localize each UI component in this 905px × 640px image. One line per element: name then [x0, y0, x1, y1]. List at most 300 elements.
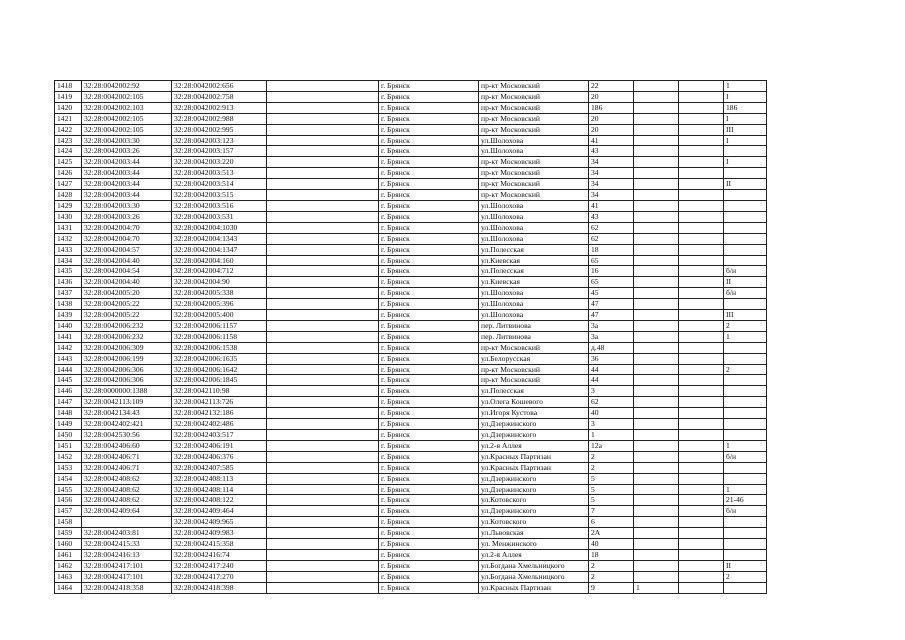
cadastral-number-cell: 32:28:0042005:22 [82, 299, 172, 310]
blank-cell-cell [267, 473, 379, 484]
cadastral-number-cell: 32:28:0042002:92 [82, 81, 172, 92]
extra-cell-cell [634, 408, 679, 419]
city-cell: г. Брянск [379, 484, 479, 495]
extra-cell-cell [634, 528, 679, 539]
blank-cell-2-cell [679, 430, 724, 441]
table-row [55, 364, 767, 375]
table-row [55, 157, 767, 168]
street-cell: ул.Шолохова [479, 233, 589, 244]
row-number-cell: 1435 [55, 266, 82, 277]
table-row [55, 419, 767, 430]
apartment-number-cell: I [724, 113, 767, 124]
apartment-number-cell [724, 211, 767, 222]
table-row [55, 200, 767, 211]
object-cadastral-number-cell: 32:28:0042417:270 [172, 571, 267, 582]
house-number-cell: 3а [589, 331, 634, 342]
street-cell: ул.2-я Аллея [479, 549, 589, 560]
blank-cell-2-cell [679, 168, 724, 179]
object-cadastral-number-cell: 32:28:0042409:983 [172, 528, 267, 539]
city-cell: г. Брянск [379, 408, 479, 419]
object-cadastral-number-cell: 32:28:0042003:531 [172, 211, 267, 222]
object-cadastral-number-cell: 32:28:0042408:113 [172, 473, 267, 484]
city-cell: г. Брянск [379, 102, 479, 113]
blank-cell-2-cell [679, 91, 724, 102]
row-number-cell: 1421 [55, 113, 82, 124]
cadastral-number-cell: 32:28:0042006:306 [82, 364, 172, 375]
apartment-number-cell: 1 [724, 484, 767, 495]
cadastral-number-cell: 32:28:0042003:44 [82, 168, 172, 179]
blank-cell-2-cell [679, 495, 724, 506]
city-cell: г. Брянск [379, 124, 479, 135]
house-number-cell: 2 [589, 451, 634, 462]
cadastral-number-cell: 32:28:0042005:22 [82, 310, 172, 321]
blank-cell-cell [267, 364, 379, 375]
row-number-cell: 1441 [55, 331, 82, 342]
object-cadastral-number-cell: 32:28:0042409:464 [172, 506, 267, 517]
extra-cell-cell [634, 146, 679, 157]
house-number-cell: 62 [589, 397, 634, 408]
blank-cell-cell [267, 233, 379, 244]
cadastral-number-cell: 32:28:0042417:101 [82, 560, 172, 571]
extra-cell-cell [634, 310, 679, 321]
extra-cell-cell [634, 233, 679, 244]
row-number-cell: 1424 [55, 146, 82, 157]
house-number-cell: 18 [589, 549, 634, 560]
blank-cell-cell [267, 81, 379, 92]
extra-cell-cell [634, 386, 679, 397]
cadastral-number-cell: 32:28:0000000:1388 [82, 386, 172, 397]
blank-cell-2-cell [679, 484, 724, 495]
table-row [55, 222, 767, 233]
blank-cell-2-cell [679, 528, 724, 539]
object-cadastral-number-cell: 32:28:0042003:515 [172, 190, 267, 201]
blank-cell-cell [267, 462, 379, 473]
object-cadastral-number-cell: 32:28:0042006:1157 [172, 320, 267, 331]
object-cadastral-number-cell: 32:28:0042417:240 [172, 560, 267, 571]
cadastral-number-cell: 32:28:0042006:309 [82, 342, 172, 353]
row-number-cell: 1425 [55, 157, 82, 168]
object-cadastral-number-cell: 32:28:0042003:513 [172, 168, 267, 179]
apartment-number-cell [724, 299, 767, 310]
table-row [55, 255, 767, 266]
blank-cell-2-cell [679, 81, 724, 92]
cadastral-number-cell: 32:28:0042408:62 [82, 484, 172, 495]
cadastral-number-cell: 32:28:0042002:105 [82, 124, 172, 135]
apartment-number-cell [724, 375, 767, 386]
blank-cell-cell [267, 342, 379, 353]
street-cell: пр-кт Московский [479, 168, 589, 179]
apartment-number-cell: 1 [724, 440, 767, 451]
apartment-number-cell: III [724, 310, 767, 321]
city-cell: г. Брянск [379, 430, 479, 441]
cadastral-number-cell: 32:28:0042006:232 [82, 320, 172, 331]
table-row [55, 190, 767, 201]
street-cell: пр-кт Московский [479, 364, 589, 375]
street-cell: ул.Дзержинского [479, 430, 589, 441]
extra-cell-cell [634, 430, 679, 441]
apartment-number-cell: 1 [724, 81, 767, 92]
city-cell: г. Брянск [379, 222, 479, 233]
apartment-number-cell: I [724, 135, 767, 146]
house-number-cell: 65 [589, 255, 634, 266]
object-cadastral-number-cell: 32:28:0042418:398 [172, 582, 267, 593]
cadastral-number-cell: 32:28:0042402:421 [82, 419, 172, 430]
street-cell: пр-кт Московский [479, 342, 589, 353]
cadastral-number-cell: 32:28:0042003:44 [82, 179, 172, 190]
extra-cell-cell [634, 179, 679, 190]
row-number-cell: 1461 [55, 549, 82, 560]
street-cell: ул.Красных Партизан [479, 462, 589, 473]
extra-cell-cell [634, 539, 679, 550]
blank-cell-2-cell [679, 124, 724, 135]
table-row [55, 462, 767, 473]
row-number-cell: 1438 [55, 299, 82, 310]
city-cell: г. Брянск [379, 517, 479, 528]
blank-cell-cell [267, 353, 379, 364]
table-row [55, 91, 767, 102]
extra-cell-cell [634, 397, 679, 408]
object-cadastral-number-cell: 32:28:0042415:358 [172, 539, 267, 550]
blank-cell-2-cell [679, 157, 724, 168]
extra-cell-cell [634, 571, 679, 582]
object-cadastral-number-cell: 32:28:0042005:396 [172, 299, 267, 310]
blank-cell-cell [267, 277, 379, 288]
city-cell: г. Брянск [379, 495, 479, 506]
city-cell: г. Брянск [379, 506, 479, 517]
city-cell: г. Брянск [379, 233, 479, 244]
object-cadastral-number-cell: 32:28:0042006:1845 [172, 375, 267, 386]
blank-cell-cell [267, 146, 379, 157]
table-row [55, 430, 767, 441]
house-number-cell: 41 [589, 135, 634, 146]
city-cell: г. Брянск [379, 113, 479, 124]
house-number-cell: 3 [589, 386, 634, 397]
city-cell: г. Брянск [379, 342, 479, 353]
cadastral-number-cell: 32:28:0042004:70 [82, 222, 172, 233]
extra-cell-cell [634, 81, 679, 92]
street-cell: ул.Дзержинского [479, 506, 589, 517]
table-row [55, 451, 767, 462]
city-cell: г. Брянск [379, 211, 479, 222]
city-cell: г. Брянск [379, 419, 479, 430]
house-number-cell: 20 [589, 124, 634, 135]
cadastral-number-cell: 32:28:0042006:306 [82, 375, 172, 386]
house-number-cell: 62 [589, 222, 634, 233]
table-row [55, 484, 767, 495]
city-cell: г. Брянск [379, 320, 479, 331]
blank-cell-2-cell [679, 473, 724, 484]
object-cadastral-number-cell: 32:28:0042003:157 [172, 146, 267, 157]
object-cadastral-number-cell: 32:28:0042406:191 [172, 440, 267, 451]
object-cadastral-number-cell: 32:28:0042005:338 [172, 288, 267, 299]
apartment-number-cell [724, 528, 767, 539]
blank-cell-2-cell [679, 386, 724, 397]
house-number-cell: 186 [589, 102, 634, 113]
table-row [55, 582, 767, 593]
blank-cell-cell [267, 288, 379, 299]
cadastral-number-cell: 32:28:0042003:30 [82, 200, 172, 211]
house-number-cell: 9 [589, 582, 634, 593]
street-cell: ул.Шолохова [479, 211, 589, 222]
street-cell: ул.Шолохова [479, 222, 589, 233]
cadastral-number-cell: 32:28:0042415:33 [82, 539, 172, 550]
object-cadastral-number-cell: 32:28:0042408:114 [172, 484, 267, 495]
blank-cell-cell [267, 517, 379, 528]
extra-cell-cell [634, 200, 679, 211]
object-cadastral-number-cell: 32:28:0042004:1343 [172, 233, 267, 244]
house-number-cell: 45 [589, 288, 634, 299]
street-cell: ул.Дзержинского [479, 419, 589, 430]
city-cell: г. Брянск [379, 157, 479, 168]
blank-cell-2-cell [679, 211, 724, 222]
table-row [55, 310, 767, 321]
extra-cell-cell [634, 331, 679, 342]
house-number-cell: 2 [589, 560, 634, 571]
extra-cell-cell [634, 484, 679, 495]
house-number-cell: 34 [589, 168, 634, 179]
street-cell: ул.Шолохова [479, 299, 589, 310]
house-number-cell: 65 [589, 277, 634, 288]
row-number-cell: 1460 [55, 539, 82, 550]
row-number-cell: 1418 [55, 81, 82, 92]
object-cadastral-number-cell: 32:28:0042004:1347 [172, 244, 267, 255]
table-row [55, 81, 767, 92]
city-cell: г. Брянск [379, 200, 479, 211]
table-row [55, 124, 767, 135]
blank-cell-2-cell [679, 146, 724, 157]
blank-cell-cell [267, 430, 379, 441]
blank-cell-2-cell [679, 277, 724, 288]
apartment-number-cell: II [724, 560, 767, 571]
table-row [55, 473, 767, 484]
apartment-number-cell: II [724, 277, 767, 288]
row-number-cell: 1451 [55, 440, 82, 451]
street-cell: ул.Белорусская [479, 353, 589, 364]
city-cell: г. Брянск [379, 331, 479, 342]
apartment-number-cell [724, 233, 767, 244]
table-row [55, 375, 767, 386]
blank-cell-2-cell [679, 517, 724, 528]
object-cadastral-number-cell: 32:28:0042004:160 [172, 255, 267, 266]
table-row [55, 244, 767, 255]
street-cell: ул.Полесская [479, 386, 589, 397]
blank-cell-2-cell [679, 244, 724, 255]
extra-cell-cell [634, 168, 679, 179]
apartment-number-cell [724, 353, 767, 364]
street-cell: ул.Красных Партизан [479, 451, 589, 462]
blank-cell-cell [267, 310, 379, 321]
house-number-cell: 34 [589, 179, 634, 190]
apartment-number-cell [724, 462, 767, 473]
street-cell: ул.Дзержинского [479, 484, 589, 495]
extra-cell-cell [634, 320, 679, 331]
house-number-cell: 2А [589, 528, 634, 539]
blank-cell-2-cell [679, 233, 724, 244]
cadastral-number-cell: 32:28:0042004:70 [82, 233, 172, 244]
cadastral-number-cell: 32:28:0042006:199 [82, 353, 172, 364]
cadastral-number-cell: 32:28:0042006:232 [82, 331, 172, 342]
table-row [55, 539, 767, 550]
row-number-cell: 1432 [55, 233, 82, 244]
street-cell: ул.Игоря Кустова [479, 408, 589, 419]
table-row [55, 528, 767, 539]
table-row [55, 299, 767, 310]
object-cadastral-number-cell: 32:28:0042004:90 [172, 277, 267, 288]
blank-cell-cell [267, 255, 379, 266]
extra-cell-cell [634, 113, 679, 124]
house-number-cell: 41 [589, 200, 634, 211]
extra-cell-cell [634, 244, 679, 255]
city-cell: г. Брянск [379, 375, 479, 386]
blank-cell-cell [267, 179, 379, 190]
cadastral-number-cell: 32:28:0042002:103 [82, 102, 172, 113]
apartment-number-cell [724, 222, 767, 233]
blank-cell-cell [267, 375, 379, 386]
blank-cell-cell [267, 124, 379, 135]
object-cadastral-number-cell: 32:28:0042006:1158 [172, 331, 267, 342]
table-row [55, 168, 767, 179]
blank-cell-2-cell [679, 222, 724, 233]
cadastral-number-cell: 32:28:0042004:57 [82, 244, 172, 255]
blank-cell-2-cell [679, 549, 724, 560]
blank-cell-2-cell [679, 179, 724, 190]
street-cell: пр-кт Московский [479, 91, 589, 102]
extra-cell-cell [634, 495, 679, 506]
extra-cell-cell [634, 190, 679, 201]
street-cell: ул.Котовского [479, 495, 589, 506]
cadastral-table [54, 80, 767, 594]
blank-cell-cell [267, 299, 379, 310]
house-number-cell: 40 [589, 539, 634, 550]
blank-cell-cell [267, 571, 379, 582]
extra-cell-cell [634, 560, 679, 571]
apartment-number-cell: I [724, 91, 767, 102]
blank-cell-cell [267, 495, 379, 506]
street-cell: ул.Киевская [479, 277, 589, 288]
blank-cell-cell [267, 102, 379, 113]
row-number-cell: 1454 [55, 473, 82, 484]
city-cell: г. Брянск [379, 539, 479, 550]
row-number-cell: 1431 [55, 222, 82, 233]
extra-cell-cell [634, 102, 679, 113]
table-row [55, 331, 767, 342]
apartment-number-cell: б/н [724, 451, 767, 462]
blank-cell-2-cell [679, 560, 724, 571]
blank-cell-cell [267, 419, 379, 430]
blank-cell-2-cell [679, 419, 724, 430]
house-number-cell: 5 [589, 484, 634, 495]
city-cell: г. Брянск [379, 571, 479, 582]
row-number-cell: 1444 [55, 364, 82, 375]
blank-cell-2-cell [679, 375, 724, 386]
blank-cell-2-cell [679, 288, 724, 299]
table-row [55, 179, 767, 190]
row-number-cell: 1464 [55, 582, 82, 593]
object-cadastral-number-cell: 32:28:0042006:1538 [172, 342, 267, 353]
street-cell: пер. Литвинова [479, 320, 589, 331]
row-number-cell: 1430 [55, 211, 82, 222]
row-number-cell: 1449 [55, 419, 82, 430]
apartment-number-cell: II [724, 179, 767, 190]
blank-cell-cell [267, 451, 379, 462]
table-row [55, 506, 767, 517]
extra-cell-cell [634, 517, 679, 528]
street-cell: ул.2-я Аллея [479, 440, 589, 451]
apartment-number-cell [724, 397, 767, 408]
apartment-number-cell [724, 517, 767, 528]
blank-cell-cell [267, 484, 379, 495]
apartment-number-cell: 21-46 [724, 495, 767, 506]
row-number-cell: 1456 [55, 495, 82, 506]
row-number-cell: 1436 [55, 277, 82, 288]
blank-cell-cell [267, 506, 379, 517]
cadastral-number-cell: 32:28:0042409:64 [82, 506, 172, 517]
cadastral-number-cell: 32:28:0042003:44 [82, 190, 172, 201]
table-row [55, 397, 767, 408]
apartment-number-cell: б/н [724, 288, 767, 299]
table-row [55, 517, 767, 528]
apartment-number-cell [724, 255, 767, 266]
house-number-cell: 1 [589, 430, 634, 441]
blank-cell-cell [267, 168, 379, 179]
table-row [55, 233, 767, 244]
street-cell: ул.Дзержинского [479, 473, 589, 484]
street-cell: пр-кт Московский [479, 124, 589, 135]
city-cell: г. Брянск [379, 462, 479, 473]
cadastral-number-cell: 32:28:0042002:105 [82, 113, 172, 124]
apartment-number-cell [724, 539, 767, 550]
row-number-cell: 1437 [55, 288, 82, 299]
apartment-number-cell: 2 [724, 571, 767, 582]
table-row [55, 135, 767, 146]
object-cadastral-number-cell: 32:28:0042002:988 [172, 113, 267, 124]
extra-cell-cell [634, 222, 679, 233]
object-cadastral-number-cell: 32:28:0042004:1030 [172, 222, 267, 233]
apartment-number-cell [724, 200, 767, 211]
extra-cell-cell: 1 [634, 582, 679, 593]
city-cell: г. Брянск [379, 277, 479, 288]
blank-cell-cell [267, 190, 379, 201]
cadastral-number-cell: 32:28:0042004:40 [82, 255, 172, 266]
extra-cell-cell [634, 451, 679, 462]
object-cadastral-number-cell: 32:28:0042002:656 [172, 81, 267, 92]
blank-cell-2-cell [679, 320, 724, 331]
cadastral-number-cell: 32:28:0042004:40 [82, 277, 172, 288]
extra-cell-cell [634, 211, 679, 222]
city-cell: г. Брянск [379, 473, 479, 484]
street-cell: пр-кт Московский [479, 102, 589, 113]
street-cell: ул.Богдана Хмельницкого [479, 571, 589, 582]
row-number-cell: 1458 [55, 517, 82, 528]
cadastral-number-cell: 32:28:0042003:26 [82, 146, 172, 157]
row-number-cell: 1442 [55, 342, 82, 353]
row-number-cell: 1447 [55, 397, 82, 408]
table-body [55, 81, 767, 594]
table-row [55, 288, 767, 299]
cadastral-number-cell: 32:28:0042005:20 [82, 288, 172, 299]
row-number-cell: 1428 [55, 190, 82, 201]
blank-cell-cell [267, 222, 379, 233]
object-cadastral-number-cell: 32:28:0042003:220 [172, 157, 267, 168]
apartment-number-cell: 2 [724, 364, 767, 375]
object-cadastral-number-cell: 32:28:0042416:74 [172, 549, 267, 560]
blank-cell-2-cell [679, 113, 724, 124]
house-number-cell: 3а [589, 320, 634, 331]
object-cadastral-number-cell: 32:28:0042132:186 [172, 408, 267, 419]
apartment-number-cell [724, 582, 767, 593]
extra-cell-cell [634, 419, 679, 430]
row-number-cell: 1420 [55, 102, 82, 113]
